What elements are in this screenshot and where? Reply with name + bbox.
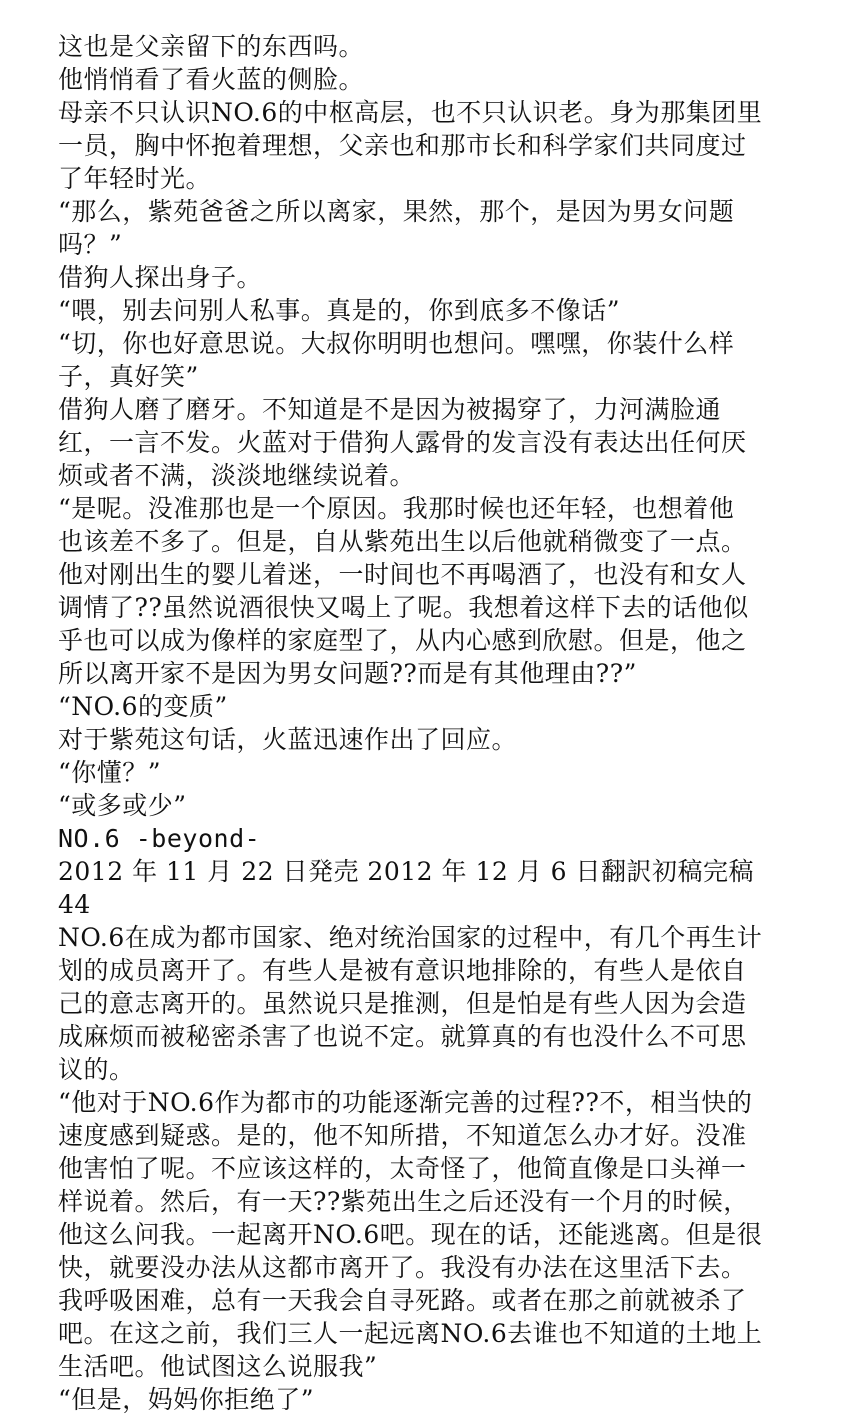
text-line: “是呢。没准那也是一个原因。我那时候也还年轻，也想着他 bbox=[58, 494, 735, 523]
text-line: 他对刚出生的婴儿着迷，一时间也不再喝酒了，也没有和女人 bbox=[58, 560, 747, 589]
text-line: 了年轻时光。 bbox=[58, 164, 212, 193]
text-line: 烦或者不满，淡淡地继续说着。 bbox=[58, 461, 416, 490]
text-line: “NO.6的变质” bbox=[58, 692, 228, 721]
text-line: 成麻烦而被秘密杀害了也说不定。就算真的有也没什么不可思 bbox=[58, 1022, 747, 1051]
document-page bbox=[58, 30, 798, 1416]
text-line: 对于紫苑这句话，火蓝迅速作出了回应。 bbox=[58, 725, 518, 754]
text-line: 母亲不只认识NO.6的中枢高层，也不只认识老。身为那集团里 bbox=[58, 98, 763, 127]
text-line: 吗？” bbox=[58, 230, 123, 259]
text-line: “但是，妈妈你拒绝了” bbox=[58, 1385, 315, 1414]
text-line: 所以离开家不是因为男女问题??而是有其他理由??” bbox=[58, 659, 637, 688]
text-line: 样说着。然后，有一天??紫苑出生之后还没有一个月的时候， bbox=[58, 1187, 749, 1216]
text-line: “喂，别去问别人私事。真是的，你到底多不像话” bbox=[58, 296, 621, 325]
text-line: NO.6在成为都市国家、绝对统治国家的过程中，有几个再生计 bbox=[58, 923, 763, 952]
text-line: 速度感到疑惑。是的，他不知所措，不知道怎么办才好。没准 bbox=[58, 1121, 747, 1150]
text-line: 议的。 bbox=[58, 1055, 135, 1084]
text-line: 子，真好笑” bbox=[58, 362, 199, 391]
text-line: 这也是父亲留下的东西吗。 bbox=[58, 32, 365, 61]
text-line: 他悄悄看了看火蓝的侧脸。 bbox=[58, 65, 365, 94]
text-line: “那么，紫苑爸爸之所以离家，果然，那个，是因为男女问题 bbox=[58, 197, 735, 226]
text-line: 也该差不多了。但是，自从紫苑出生以后他就稍微变了一点。 bbox=[58, 527, 747, 556]
text-line: “切，你也好意思说。大叔你明明也想问。嘿嘿，你装什么样 bbox=[58, 329, 735, 358]
text-line: 快，就要没办法从这都市离开了。我没有办法在这里活下去。 bbox=[58, 1253, 747, 1282]
text-line: 借狗人探出身子。 bbox=[58, 263, 263, 292]
text-line: 调情了??虽然说酒很快又喝上了呢。我想着这样下去的话他似 bbox=[58, 593, 749, 622]
text-line: 他害怕了呢。不应该这样的，太奇怪了，他简直像是口头禅一 bbox=[58, 1154, 747, 1183]
text-line: “你懂？” bbox=[58, 758, 162, 787]
page-header-date-line: 2012 年 11 月 22 日発売 2012 年 12 月 6 日翻訳初稿完稿 bbox=[58, 857, 755, 886]
text-line: 乎也可以成为像样的家庭型了，从内心感到欣慰。但是，他之 bbox=[58, 626, 747, 655]
text-line: 借狗人磨了磨牙。不知道是不是因为被揭穿了，力河满脸通 bbox=[58, 395, 722, 424]
text-line: “他对于NO.6作为都市的功能逐渐完善的过程??不，相当快的 bbox=[58, 1088, 753, 1117]
text-line: 生活吧。他试图这么说服我” bbox=[58, 1352, 378, 1381]
text-line: “或多或少” bbox=[58, 791, 187, 820]
page-number: 44 bbox=[58, 890, 91, 919]
page-header-title: NO.6 -beyond- bbox=[58, 824, 261, 853]
text-line: 我呼吸困难，总有一天我会自寻死路。或者在那之前就被杀了 bbox=[58, 1286, 747, 1315]
text-line: 红，一言不发。火蓝对于借狗人露骨的发言没有表达出任何厌 bbox=[58, 428, 747, 457]
text-line: 一员，胸中怀抱着理想，父亲也和那市长和科学家们共同度过 bbox=[58, 131, 747, 160]
text-line: 划的成员离开了。有些人是被有意识地排除的，有些人是依自 bbox=[58, 956, 747, 985]
text-line: 己的意志离开的。虽然说只是推测，但是怕是有些人因为会造 bbox=[58, 989, 747, 1018]
text-line: 他这么问我。一起离开NO.6吧。现在的话，还能逃离。但是很 bbox=[58, 1220, 763, 1249]
text-line: 吧。在这之前，我们三人一起远离NO.6去谁也不知道的土地上 bbox=[58, 1319, 763, 1348]
